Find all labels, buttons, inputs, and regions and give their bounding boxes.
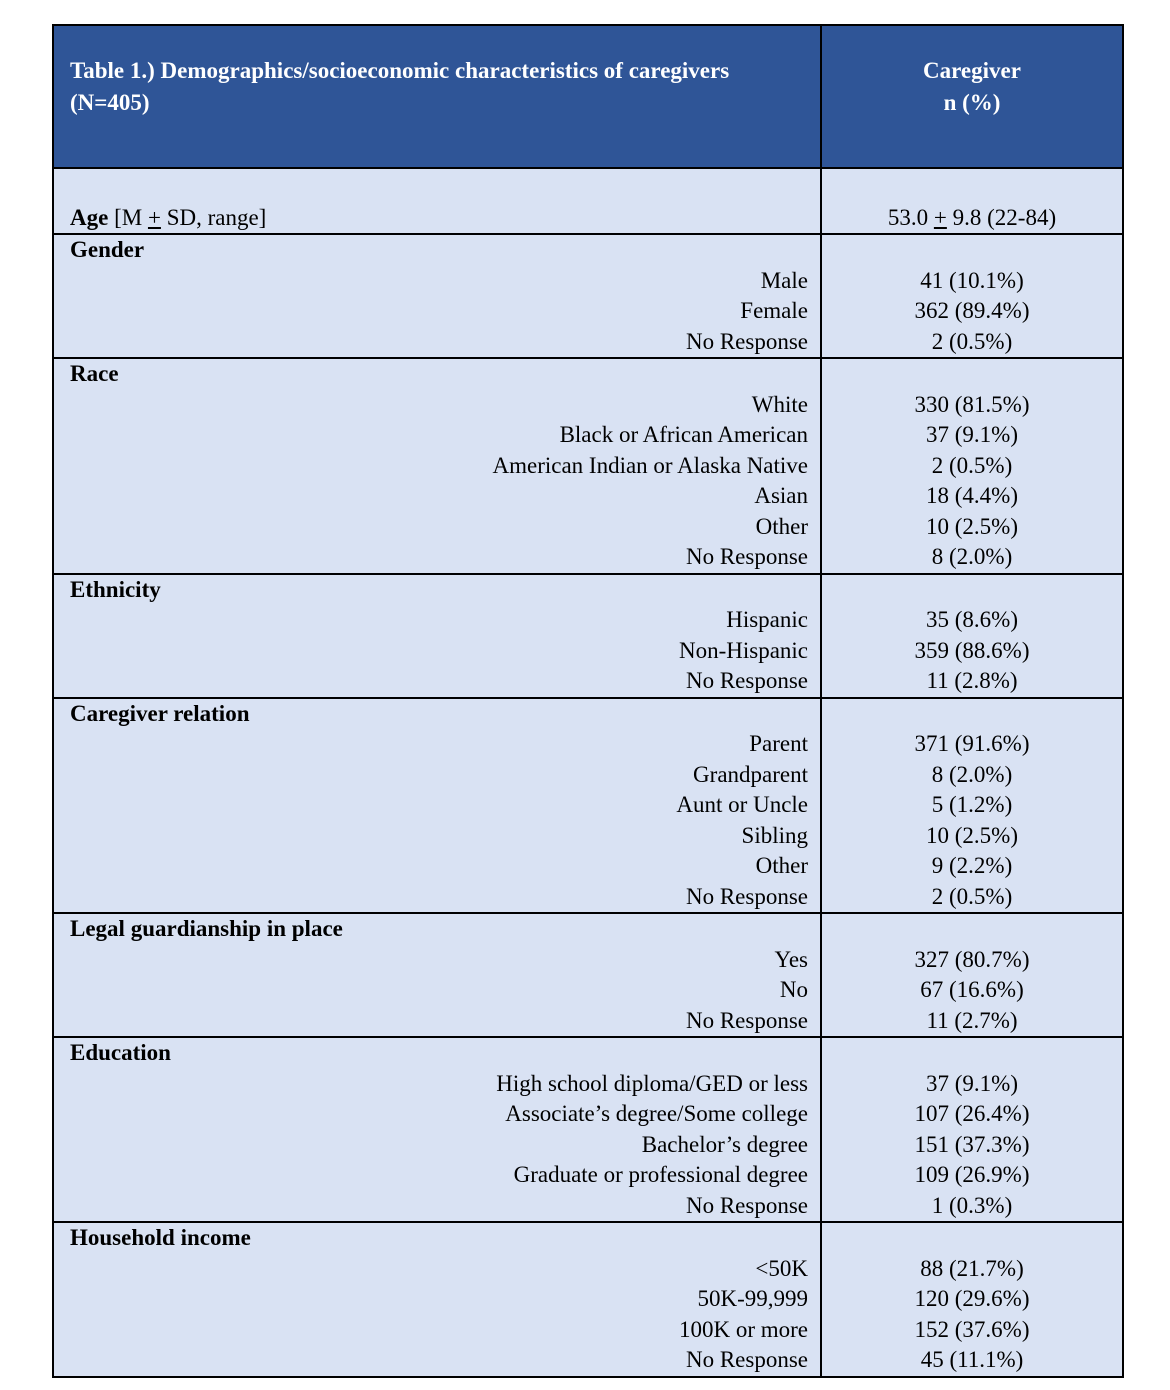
category-value: 152 (37.6%) [914,1316,1030,1342]
category-label: Black or African American [559,422,808,447]
group-row [53,1037,1123,1222]
category-label: 100K or more [678,1316,808,1342]
group-value-cell [821,358,1123,574]
group-title: Education [70,1040,171,1065]
group-label-cell [53,1037,821,1222]
group-title: Gender [70,237,145,262]
category-label: Parent [749,731,808,756]
category-label: <50K [755,1255,808,1281]
group-row [53,234,1123,358]
category-value: 45 (11.1%) [920,1347,1024,1372]
group-label-cell [53,1222,821,1377]
category-value: 10 (2.5%) [926,822,1018,848]
group-title: Caregiver relation [70,700,250,726]
age-label-rest: [M + SD, range] [108,205,267,230]
category-label: Male [760,267,808,293]
category-label: Female [740,298,808,323]
value-spacer [822,1223,1122,1254]
group-row [53,1222,1123,1377]
group-value-cell [821,698,1123,914]
category-value: 8 (2.0%) [931,544,1013,569]
group-row [53,698,1123,914]
category-value: 2 (0.5%) [931,883,1013,909]
category-label: Aunt or Uncle [676,792,808,817]
category-value: 362 (89.4%) [914,298,1030,323]
category-value: 8 (2.0%) [931,761,1013,787]
caregiver-header-line1: Caregiver [923,58,1021,83]
category-label: No Response [685,1007,808,1033]
category-value: 107 (26.4%) [914,1101,1030,1126]
category-value: 37 (9.1%) [926,1070,1018,1096]
category-label: No Response [685,668,808,693]
value-spacer [822,235,1122,266]
category-label: No Response [685,544,808,569]
caregiver-header-line2: n (%) [943,90,1001,115]
category-value: 359 (88.6%) [914,637,1030,663]
category-value: 330 (81.5%) [914,391,1030,417]
category-label: Graduate or professional degree [513,1162,808,1187]
category-value: 88 (21.7%) [920,1255,1024,1281]
category-value: 35 (8.6%) [926,607,1018,632]
category-value: 41 (10.1%) [920,267,1024,293]
category-value: 9 (2.2%) [931,853,1013,878]
category-value: 371 (91.6%) [914,731,1030,756]
group-title: Legal guardianship in place [70,916,343,941]
category-label: Sibling [741,822,808,848]
caregiver-column-header [821,25,1123,168]
category-label: Associate’s degree/Some college [505,1101,808,1126]
group-value-cell [821,1037,1123,1222]
group-value-cell [821,234,1123,358]
group-value-cell [821,913,1123,1037]
group-value-cell [821,574,1123,698]
category-value: 2 (0.5%) [931,328,1013,354]
group-label-cell [53,574,821,698]
plus-minus-symbol: + [147,205,161,230]
demographics-table [52,24,1124,1378]
value-spacer [822,575,1122,606]
age-value: 53.0 + 9.8 (22-84) [821,168,1123,234]
category-label: No Response [685,883,808,909]
age-label-bold: Age [70,205,109,230]
group-label-cell [53,234,821,358]
category-label: Other [755,853,808,878]
group-label-cell [53,913,821,1037]
category-label: American Indian or Alaska Native [492,452,808,478]
value-spacer [822,914,1122,945]
category-label: Other [755,513,808,539]
category-label: No Response [685,328,808,354]
group-title: Ethnicity [70,576,161,602]
category-value: 151 (37.3%) [914,1131,1030,1157]
category-value: 109 (26.9%) [914,1162,1030,1187]
value-spacer [822,699,1122,730]
category-label: No Response [685,1347,808,1372]
category-value: 11 (2.8%) [926,668,1018,693]
table-title: Table 1.) Demographics/socioeconomic characteristics of caregivers (N=405) [53,25,821,168]
category-value: 67 (16.6%) [920,977,1024,1002]
category-label: White [751,391,808,417]
plus-minus-symbol: + [933,205,947,230]
category-label: Hispanic [726,607,808,632]
category-label: Yes [774,946,808,972]
age-row [53,168,1123,234]
category-value: 2 (0.5%) [931,452,1013,478]
group-label-cell [53,698,821,914]
group-row [53,574,1123,698]
group-label-cell [53,358,821,574]
group-row [53,358,1123,574]
category-value: 11 (2.7%) [926,1007,1018,1033]
group-value-cell [821,1222,1123,1377]
group-title: Race [70,361,119,386]
category-value: 1 (0.3%) [931,1192,1013,1218]
category-label: No Response [685,1192,808,1218]
category-value: 10 (2.5%) [926,513,1018,539]
demographics-table-container [52,24,1122,1378]
group-row [53,913,1123,1037]
category-label: 50K-99,999 [697,1286,808,1311]
category-label: No [779,977,808,1002]
table-header-row [53,25,1123,168]
category-value: 120 (29.6%) [914,1286,1030,1311]
category-value: 37 (9.1%) [926,422,1018,447]
age-label-cell [53,168,821,234]
group-title: Household income [70,1225,251,1250]
category-label: High school diploma/GED or less [496,1070,808,1096]
category-label: Asian [754,483,808,508]
category-value: 327 (80.7%) [914,946,1030,972]
value-spacer [822,1038,1122,1069]
category-label: Grandparent [693,761,808,787]
value-spacer [822,359,1122,390]
category-value: 5 (1.2%) [931,792,1013,817]
category-label: Bachelor’s degree [641,1131,808,1157]
category-value: 18 (4.4%) [926,483,1018,508]
category-label: Non-Hispanic [678,637,808,663]
